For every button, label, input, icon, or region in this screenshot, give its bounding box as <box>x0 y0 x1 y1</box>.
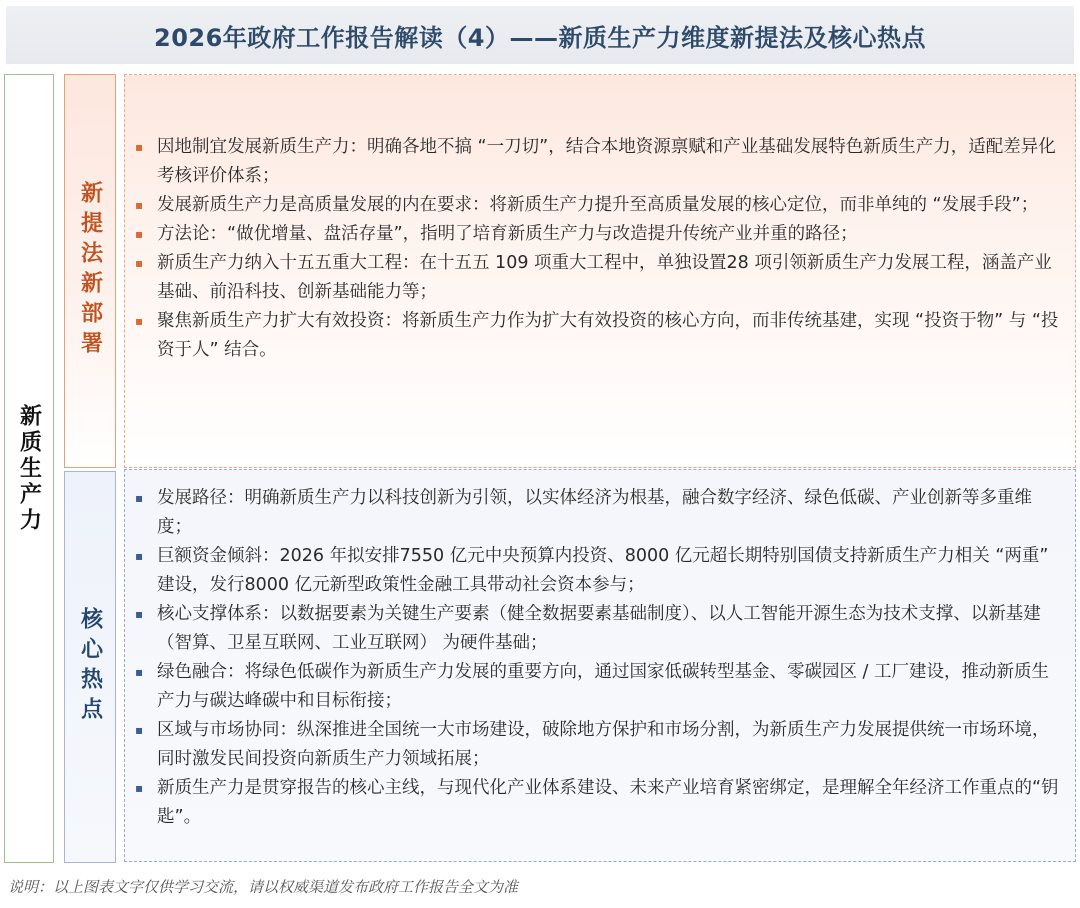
section-label-new-deployments <box>64 74 116 468</box>
list-item-text: 发展路径：明确新质生产力以科技创新为引领，以实体经济为根基，融合数字经济、绿色低碳、产业创新等多重维度； <box>157 488 1032 537</box>
bullet-square-icon: ▪ <box>135 781 144 795</box>
list-item <box>135 658 1063 716</box>
bullet-square-icon: ▪ <box>135 491 144 505</box>
new-deployments-list <box>135 133 1063 365</box>
section-label-text: 新提法新部署 <box>77 181 103 361</box>
bullet-square-icon: ▪ <box>135 198 144 212</box>
section-label-core-hotspots <box>64 471 116 863</box>
left-category-column <box>4 74 54 863</box>
list-item <box>135 249 1063 307</box>
list-item-text: 核心支撑体系：以数据要素为关键生产要素（健全数据要素基础制度）、以人工智能开源生态为技术支撑、以新基建（智算、卫星互联网、工业互联网） 为硬件基础； <box>157 604 1041 653</box>
list-item-text: 因地制宜发展新质生产力：明确各地不搞 “一刀切”，结合本地资源禀赋和产业基础发展特色新质生产力，适配差异化考核评价体系； <box>157 137 1056 186</box>
list-item <box>135 600 1063 658</box>
list-item <box>135 220 1063 249</box>
bullet-square-icon: ▪ <box>135 256 144 270</box>
list-item <box>135 133 1063 191</box>
list-item-text: 新质生产力纳入十五五重大工程：在十五五 109 项重大工程中，单独设置28 项引领新质生产力发展工程，涵盖产业基础、前沿科技、创新基础能力等； <box>157 253 1052 302</box>
bullet-square-icon: ▪ <box>135 665 144 679</box>
section-label-text: 核心热点 <box>77 607 103 727</box>
list-item-text: 绿色融合：将绿色低碳作为新质生产力发展的重要方向，通过国家低碳转型基金、零碳园区 / 工厂建设，推动新质生产力与碳达峰碳中和目标衔接； <box>157 662 1050 711</box>
left-category-label: 新质生产力 <box>16 403 42 534</box>
list-item-text: 发展新质生产力是高质量发展的内在要求：将新质生产力提升至高质量发展的核心定位，而非单纯的 “发展手段”； <box>157 195 1039 215</box>
list-item-text: 新质生产力是贯穿报告的核心主线，与现代化产业体系建设、未来产业培育紧密绑定，是理解全年经济工作重点的“钥匙”。 <box>157 778 1059 827</box>
core-hotspots-list <box>135 484 1063 832</box>
bullet-square-icon: ▪ <box>135 227 144 241</box>
bullet-square-icon: ▪ <box>135 607 144 621</box>
list-item-text: 区域与市场协同：纵深推进全国统一大市场建设，破除地方保护和市场分割，为新质生产力发展提供统一市场环境，同时激发民间投资向新质生产力领域拓展； <box>157 720 1050 769</box>
bullet-square-icon: ▪ <box>135 723 144 737</box>
new-deployments-panel <box>124 74 1076 468</box>
list-item <box>135 191 1063 220</box>
core-hotspots-panel <box>124 469 1076 862</box>
bullet-square-icon: ▪ <box>135 140 144 154</box>
list-item <box>135 542 1063 600</box>
bullet-square-icon: ▪ <box>135 314 144 328</box>
list-item <box>135 774 1063 832</box>
bullet-square-icon: ▪ <box>135 549 144 563</box>
page-title: 2026年政府工作报告解读（4）——新质生产力维度新提法及核心热点 <box>154 23 926 52</box>
footnote: 说明：以上图表文字仅供学习交流，请以权威渠道发布政府工作报告全文为准 <box>8 878 519 896</box>
list-item <box>135 307 1063 365</box>
list-item-text: 巨额资金倾斜：2026 年拟安排7550 亿元中央预算内投资、8000 亿元超长期特别国债支持新质生产力相关 “两重” 建设，发行8000 亿元新型政策性金融工具带动社会资本参与； <box>157 546 1049 595</box>
list-item-text: 方法论：“做优增量、盘活存量”，指明了培育新质生产力与改造提升传统产业并重的路径； <box>157 224 858 244</box>
list-item <box>135 484 1063 542</box>
list-item <box>135 716 1063 774</box>
title-bar <box>6 6 1074 64</box>
list-item-text: 聚焦新质生产力扩大有效投资：将新质生产力作为扩大有效投资的核心方向，而非传统基建，实现 “投资于物” 与 “投资于人” 结合。 <box>157 311 1059 360</box>
